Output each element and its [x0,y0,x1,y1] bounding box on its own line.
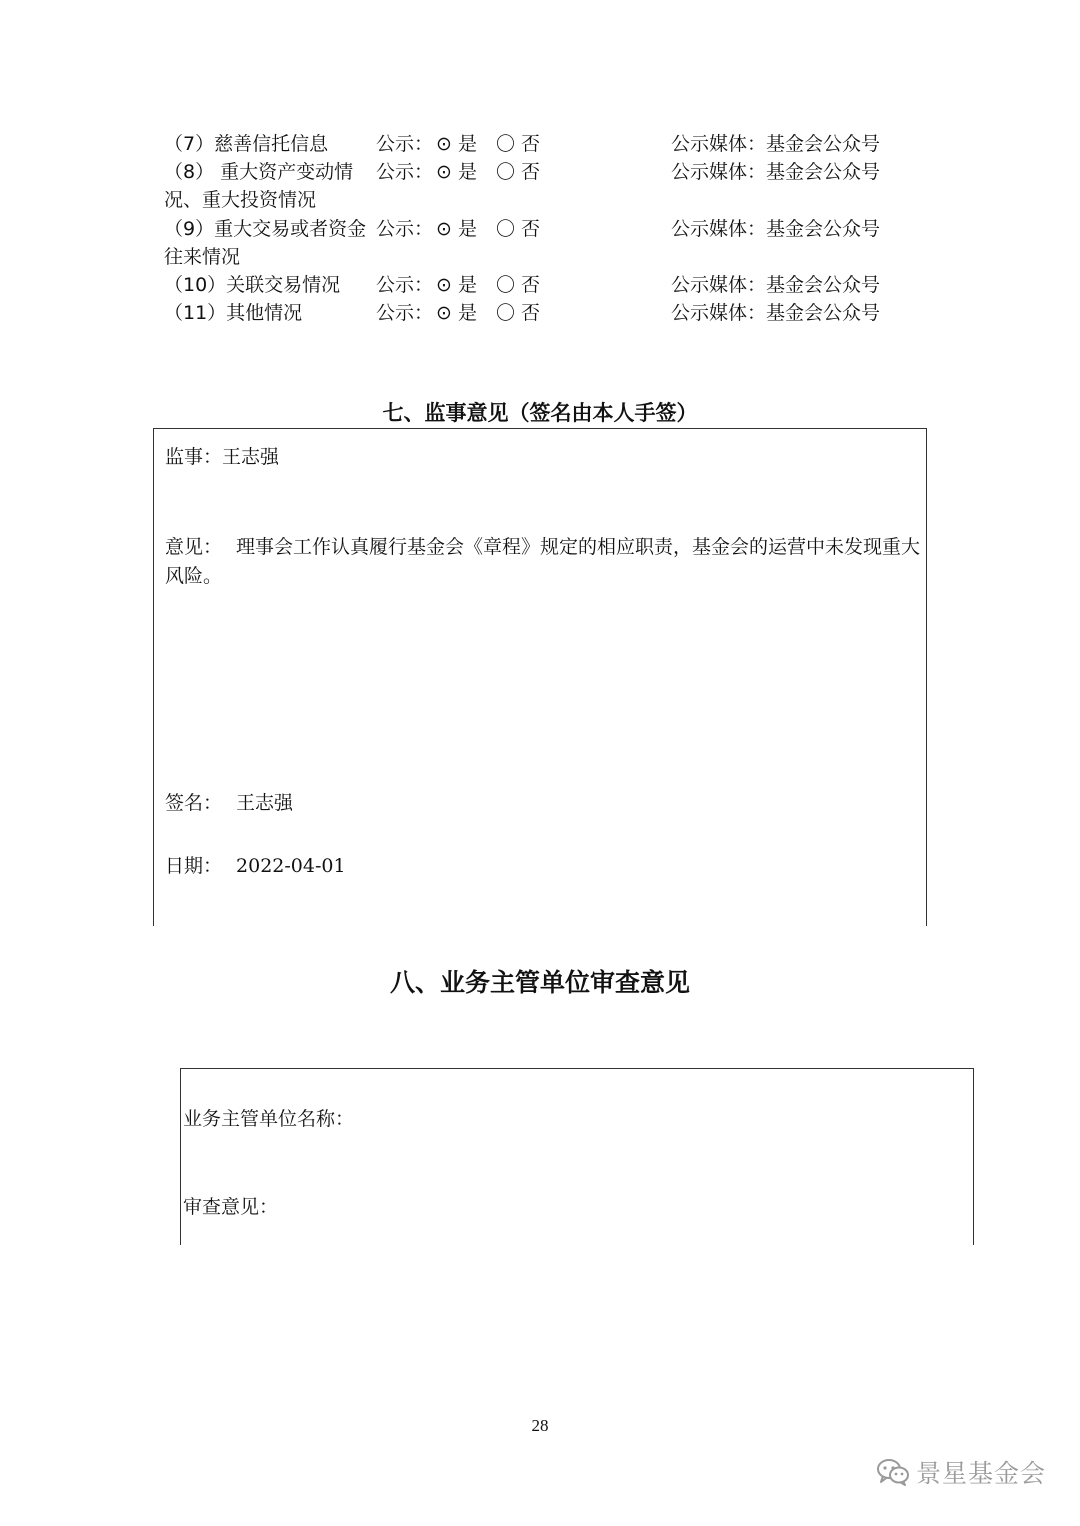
disclosure-item-continuation: 往来情况 [164,246,241,268]
opinion-text: 理事会工作认真履行基金会《章程》规定的相应职责，基金会的运营中未发现重大风险。 [165,536,921,587]
wechat-icon [876,1457,910,1487]
media-label: 公示媒体： [671,161,767,183]
supervisor-name: 王志强 [222,446,280,468]
disclosure-label: 公示： [376,161,434,183]
no-radio: 〇 否 [496,218,541,240]
supervisor-line [165,443,279,471]
no-radio: 〇 否 [496,274,541,296]
no-radio: 〇 否 [496,133,541,155]
media-value: 基金会公众号 [766,133,881,155]
yes-radio: ⊙ 是 [436,161,477,183]
signature-line [165,789,293,817]
opinion-label: 意见： [165,536,223,558]
media-value: 基金会公众号 [766,218,881,240]
disclosure-label: 公示： [376,274,434,296]
disclosure-item-title: （10）关联交易情况 [164,274,341,296]
disclosure-row-11 [0,299,1080,327]
opinion-block [165,533,921,591]
unit-name-label: 业务主管单位名称： [183,1108,355,1130]
disclosure-row-7 [0,130,1080,158]
media-text [671,299,880,327]
media-value: 基金会公众号 [766,302,881,324]
page-number: 28 [531,1416,549,1435]
disclosure-label: 公示： [376,218,434,240]
media-value: 基金会公众号 [766,161,881,183]
signature-name: 王志强 [236,792,294,814]
disclosure-label: 公示： [376,302,434,324]
supervisor-label: 监事： [165,446,223,468]
section7-heading: 七、监事意见（签名由本人手签） [382,401,698,425]
media-label: 公示媒体： [671,274,767,296]
review-opinion-box [180,1068,974,1245]
disclosure-label: 公示： [376,133,434,155]
disclosure-item-title: （8） 重大资产变动情 [164,161,354,183]
wechat-watermark [876,1456,1046,1488]
media-label: 公示媒体： [671,302,767,324]
disclosure-item-title: （9）重大交易或者资金 [164,218,367,240]
no-radio: 〇 否 [496,161,541,183]
disclosure-row-9 [0,215,1080,243]
section8-heading: 八、业务主管单位审查意见 [389,968,690,997]
date-label: 日期： [165,855,223,877]
watermark-text: 景星基金会 [916,1459,1047,1488]
signature-label: 签名： [165,792,223,814]
disclosure-row-8 [0,158,1080,186]
media-text [671,271,880,299]
date-value: 2022-04-01 [236,855,346,877]
supervisor-opinion-box [153,428,927,926]
no-radio: 〇 否 [496,302,541,324]
media-text [671,158,880,186]
date-line [165,852,346,880]
yes-radio: ⊙ 是 [436,274,477,296]
disclosure-item-title: （11）其他情况 [164,302,303,324]
disclosure-item-continuation: 况、重大投资情况 [164,189,317,211]
disclosure-row-10 [0,271,1080,299]
review-label: 审查意见： [183,1196,279,1218]
media-label: 公示媒体： [671,218,767,240]
media-text [671,215,880,243]
yes-radio: ⊙ 是 [436,302,477,324]
media-text [671,130,880,158]
media-value: 基金会公众号 [766,274,881,296]
yes-radio: ⊙ 是 [436,218,477,240]
media-label: 公示媒体： [671,133,767,155]
yes-radio: ⊙ 是 [436,133,477,155]
disclosure-item-title: （7）慈善信托信息 [164,133,329,155]
